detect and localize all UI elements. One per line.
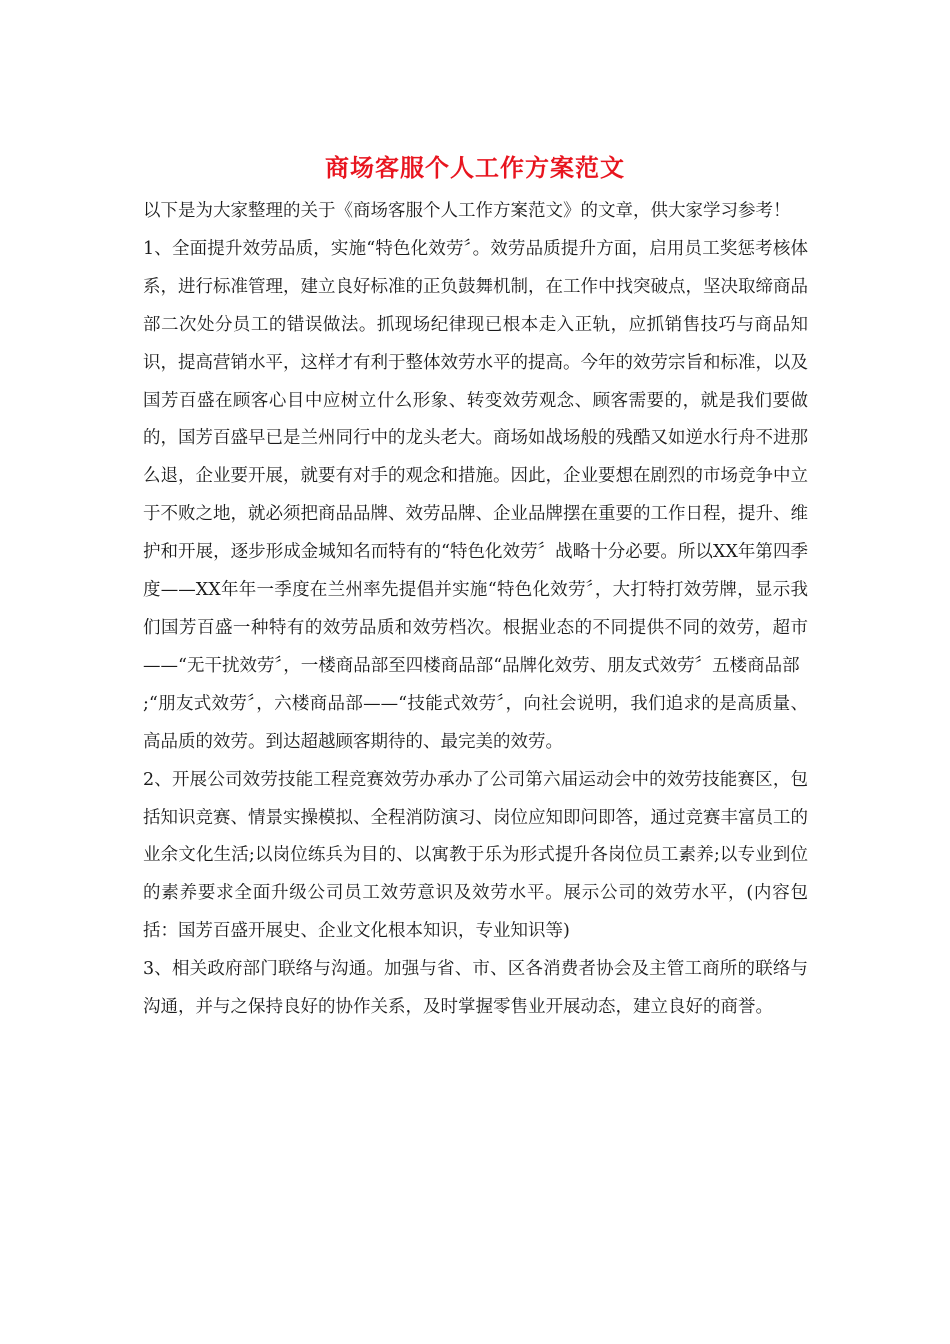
paragraph-section-1: 1、全面提升效劳品质，实施“特色化效劳〞。效劳品质提升方面，启用员工奖惩考核体系，进行标准管理，建立良好标准的正负鼓舞机制，在工作中找突破点，坚决取缔商品部二次处分员工的错误做法。抓现场纪律现已根本走入正轨，应抓销售技巧与商品知识，提高营销水平，这样才有利于整体效劳水平的提高。今年的效劳宗旨和标准，以及国芳百盛在顾客心目中应树立什么形象、转变效劳观念、顾客需要的，就是我们要做的，国芳百盛早已是兰州同行中的龙头老大。商场如战场般的残酷又如逆水行舟不进那么退，企业要开展，就要有对手的观念和措施。因此，企业要想在剧烈的市场竞争中立于不败之地，就必须把商品品牌、效劳品牌、企业品牌摆在重要的工作日程，提升、维护和开展，逐步形成金城知名而特有的“特色化效劳〞战略十分必要。所以XX年第四季度——XX年年一季度在兰州率先提倡并实施“特色化效劳〞，大打特打效劳牌，显示我们国芳百盛一种特有的效劳品质和效劳档次。根据业态的不同提供不同的效劳，超市——“无干扰效劳〞，一楼商品部至四楼商品部“品牌化效劳、朋友式效劳〞五楼商品部 <box>143 238 808 676</box>
paragraph-section-1-continued: ;“朋友式效劳〞，六楼商品部——“技能式效劳〞，向社会说明，我们追求的是高质量、高品质的效劳。到达超越顾客期待的、最完美的效劳。 <box>143 693 808 752</box>
paragraph-section-3: 3、相关政府部门联络与沟通。加强与省、市、区各消费者协会及主管工商所的联络与沟通，并与之保持良好的协作关系，及时掌握零售业开展动态，建立良好的商誉。 <box>143 959 808 1018</box>
paragraph-intro: 以下是为大家整理的关于《商场客服个人工作方案范文》的文章，供大家学习参考！ <box>143 201 791 221</box>
document-body <box>143 193 808 1027</box>
paragraph-section-2: 2、开展公司效劳技能工程竞赛效劳办承办了公司第六届运动会中的效劳技能赛区，包括知识竞赛、情景实操模拟、全程消防演习、岗位应知即问即答，通过竞赛丰富员工的业余文化生活;以岗位练兵为目的、以寓教于乐为形式提升各岗位员工素养;以专业到位的素养要求全面升级公司员工效劳意识及效劳水平。展示公司的效劳水平，(内容包括：国芳百盛开展史、企业文化根本知识，专业知识等) <box>143 769 808 942</box>
document-title: 商场客服个人工作方案范文 <box>325 153 625 182</box>
